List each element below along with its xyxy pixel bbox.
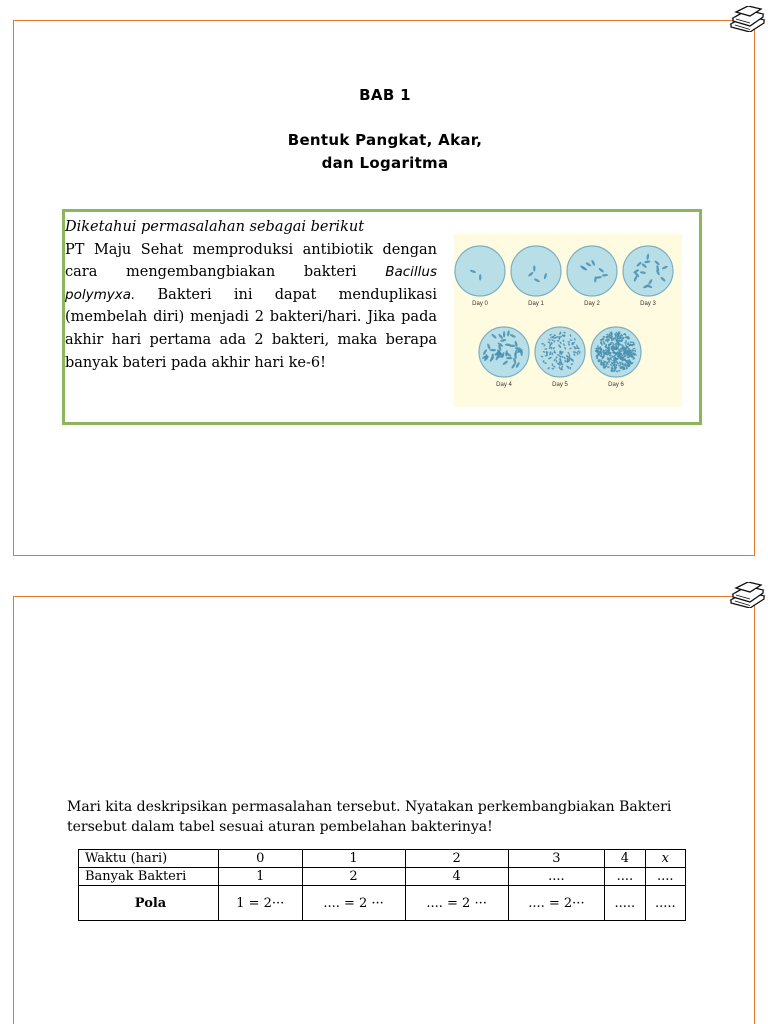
table-cell: ....	[605, 868, 645, 886]
petri-dish	[511, 246, 561, 296]
problem-text-after: Bakteri ini dapat menduplikasi (membelah diri) menjadi 2 bakteri/hari. Jika pada akhir hari pertama ada 2 bakteri, maka berapa banyak bateri pada akhir hari ke-6!	[65, 286, 437, 371]
table-cell: x	[645, 850, 685, 868]
day-label: Day 6	[608, 382, 624, 388]
table-cell: .....	[605, 886, 645, 921]
table-cell: 1	[302, 850, 405, 868]
table-cell: 3	[508, 850, 605, 868]
day-label: Day 1	[528, 301, 544, 307]
task-description: Mari kita deskripsikan permasalahan tersebut. Nyatakan perkembangbiakan Bakteri tersebut dalam tabel sesuai aturan pembelahan bakterinya!	[67, 799, 672, 835]
day-label: Day 3	[640, 301, 656, 307]
chapter-title-line-1: Bentuk Pangkat, Akar,	[287, 131, 483, 149]
books-icon	[728, 6, 766, 32]
table-cell-pattern-label: Pola	[79, 886, 219, 921]
slide-1	[13, 20, 755, 556]
species-name: Bacillus polymyxa.	[65, 264, 437, 303]
chapter-title-line-2: dan Logaritma	[321, 154, 449, 172]
bacterium	[633, 348, 636, 350]
problem-text-before: PT Maju Sehat memproduksi antibiotik dengan cara mengembangbiakan bakteri	[65, 241, 437, 281]
table-cell: 4	[405, 868, 508, 886]
table-row-time	[79, 850, 686, 868]
day-label: Day 5	[552, 382, 568, 388]
bacterium	[618, 370, 621, 372]
table-cell-time-label: Waktu (hari)	[79, 850, 219, 868]
petri-dish	[623, 246, 673, 296]
table-cell: .... = 2···	[508, 886, 605, 921]
problem-text	[65, 216, 437, 374]
table-cell: ....	[508, 868, 605, 886]
table-cell: ....	[645, 868, 685, 886]
table-cell: 1	[219, 868, 303, 886]
day-label: Day 2	[584, 301, 600, 307]
bacteria-growth-illustration	[454, 234, 682, 407]
petri-dish	[567, 246, 617, 296]
table-cell: 1 = 2···	[219, 886, 303, 921]
books-icon	[728, 582, 766, 608]
table-cell: 2	[302, 868, 405, 886]
problem-box	[62, 209, 702, 425]
problem-lead: Diketahui permasalahan sebagai berikut	[65, 219, 365, 235]
day-label: Day 0	[472, 301, 488, 307]
table-cell: .... = 2 ···	[405, 886, 508, 921]
petri-dishes-svg	[454, 234, 682, 407]
day-label: Day 4	[496, 382, 512, 388]
chapter-number: BAB 1	[359, 86, 411, 104]
growth-table	[78, 849, 686, 921]
bacterium	[612, 348, 615, 350]
petri-dish	[455, 246, 505, 296]
bacterium	[596, 348, 599, 350]
table-cell: 4	[605, 850, 645, 868]
table-cell-count-label: Banyak Bakteri	[79, 868, 219, 886]
table-cell: .... = 2 ···	[302, 886, 405, 921]
table-cell: .....	[645, 886, 685, 921]
table-row-bacteria-count	[79, 868, 686, 886]
slide-2	[13, 596, 755, 1024]
table-cell: 0	[219, 850, 303, 868]
bacterium	[506, 357, 512, 359]
table-row-pattern	[79, 886, 686, 921]
table-cell: 2	[405, 850, 508, 868]
bacterium	[503, 331, 505, 337]
